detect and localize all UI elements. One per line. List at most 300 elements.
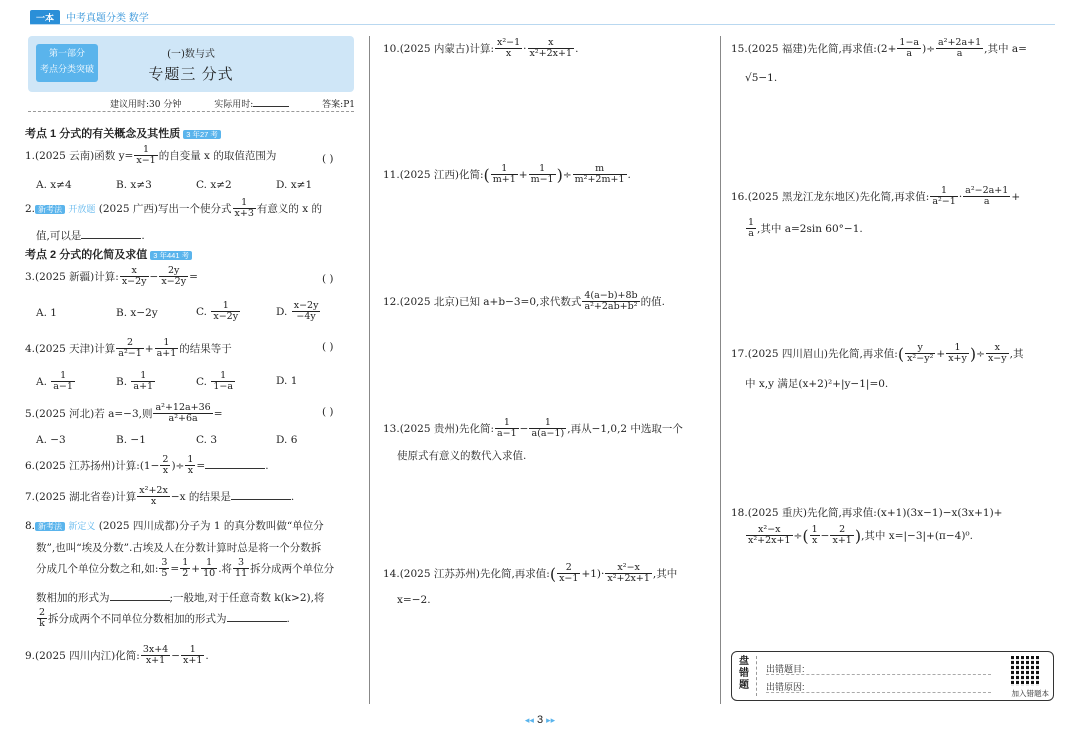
error-box-separator xyxy=(756,656,757,696)
q18-f2-num: 1 xyxy=(811,524,818,535)
q13-f2-num: 1 xyxy=(529,418,566,429)
section-heading-2 xyxy=(25,246,192,262)
q4-c-den: 1−a xyxy=(213,381,234,393)
q15-frac2 xyxy=(936,38,983,60)
q13-text: 13.(2025 贵州)先化简: xyxy=(383,422,494,435)
q17-div: ÷ xyxy=(976,347,985,360)
q11-f3-num: m xyxy=(573,164,627,175)
answer-ref: 答案:P1 xyxy=(322,100,355,110)
q18-f1-num: x²−x xyxy=(746,525,793,536)
q14-text: 14.(2025 江苏苏州)先化简,再求值: xyxy=(383,567,550,580)
q5-frac xyxy=(153,403,212,425)
q16-f2-den: a xyxy=(983,196,990,208)
part-tag-line1: 第一部分 xyxy=(48,48,85,58)
q8-tag2: 新定义 xyxy=(68,521,96,531)
q2-end: . xyxy=(141,230,145,242)
error-review-box xyxy=(731,651,1054,701)
q2-tail: 有意义的 x 的 xyxy=(256,202,322,215)
q4-b-den: a+1 xyxy=(133,381,154,393)
q8-line1: (2025 四川成都)分子为 1 的真分数叫做“单位分 xyxy=(98,520,324,532)
question-6 xyxy=(25,455,269,477)
q3-d-num: x−2y xyxy=(293,300,319,311)
q15-frac1 xyxy=(897,38,921,60)
q18-f2-den: x xyxy=(811,535,818,547)
q4-c-label: C. xyxy=(196,375,207,388)
q6-f2-den: x xyxy=(187,465,194,477)
q6-end: . xyxy=(265,459,269,472)
q15-line2: √5−1. xyxy=(745,72,778,84)
q1-den: x−1 xyxy=(136,155,156,167)
q14-tail: ,其中 xyxy=(652,567,678,580)
q15-tail: ,其中 a= xyxy=(984,42,1027,55)
q17-f2-den: x+y xyxy=(948,353,967,365)
q4-text: 4.(2025 天津)计算 xyxy=(25,342,116,355)
q8-e2: 5 xyxy=(161,568,168,580)
q8-line4 xyxy=(36,590,324,605)
brand-logo: 一本 xyxy=(30,10,60,25)
q15-div: ÷ xyxy=(926,42,935,55)
q17-f3-den: x−y xyxy=(987,353,1007,365)
q5-option-d[interactable]: D. 6 xyxy=(276,434,298,446)
q5-eq: = xyxy=(213,407,223,420)
q11-f1-num: 1 xyxy=(491,164,518,175)
q15-close: ) xyxy=(922,42,927,55)
q15-f1-num: 1−a xyxy=(899,37,920,48)
q16-line2 xyxy=(745,218,863,240)
qr-code-icon[interactable] xyxy=(1011,656,1041,686)
q3-frac2 xyxy=(159,266,188,288)
q9-f1-den: x+1 xyxy=(145,655,166,667)
q1-option-b[interactable]: B. x≠3 xyxy=(116,179,152,191)
q10-text: 10.(2025 内蒙古)计算: xyxy=(383,42,494,55)
q1-fraction xyxy=(134,145,157,167)
q3-frac1 xyxy=(120,266,149,288)
q16-frac3 xyxy=(746,218,756,240)
section-badge-2: 3 年441 考 xyxy=(150,251,192,260)
q16-f1-den: a²−1 xyxy=(932,196,956,208)
q8-e8: 11 xyxy=(235,568,248,580)
q8-answer-blank-2[interactable] xyxy=(227,612,287,622)
actual-time xyxy=(214,97,289,110)
question-2: 2. 新考法 开放题 (2025 广西)写出一个使分式 $\frac{1}{x+3}$ 有意义的 x 的 xyxy=(25,197,322,220)
q4-answer-paren[interactable]: ( ) xyxy=(322,341,334,353)
q3-f1-den: x−2y xyxy=(121,276,147,288)
q12-text: 12.(2025 北京)已知 a+b−3=0,求代数式 xyxy=(383,295,582,308)
q1-text: 1.(2025 云南)函数 y= xyxy=(25,149,134,162)
q3-eq: = xyxy=(189,270,198,283)
q11-frac1 xyxy=(491,164,518,186)
q10-f1-den: x xyxy=(505,48,512,60)
section-heading-1-text: 考点 1 分式的有关概念及其性质 xyxy=(25,128,181,140)
q5-den: a²+6a xyxy=(168,413,198,425)
q7-text: 7.(2025 湖北省卷)计算 xyxy=(25,490,137,503)
q16-f3-den: a xyxy=(748,228,754,240)
q8-ex-frac4 xyxy=(233,558,249,580)
question-15 xyxy=(731,38,1027,60)
q17-frac2 xyxy=(946,343,969,365)
q9-end: . xyxy=(205,649,209,662)
q3-c-den: x−2y xyxy=(213,311,239,323)
q10-f1-num: x²−1 xyxy=(497,37,521,48)
q8-e1: 3 xyxy=(161,557,168,568)
q2-num: 1 xyxy=(233,198,256,209)
q2-den: x+3 xyxy=(234,208,254,220)
q18-line2 xyxy=(745,525,973,547)
question-17 xyxy=(731,343,1023,365)
q11-text: 11.(2025 江西)化简: xyxy=(383,168,484,181)
q16-dot: · xyxy=(958,190,963,203)
q17-close: ) xyxy=(969,344,977,364)
q17-tail: ,其 xyxy=(1009,347,1024,360)
question-7 xyxy=(25,486,294,508)
error-question-label: 出错题目: xyxy=(766,664,805,674)
q7-answer-blank[interactable] xyxy=(231,490,291,500)
q8-l3tail: .将 xyxy=(218,562,233,575)
q11-div: ÷ xyxy=(562,168,572,181)
q13-minus: − xyxy=(519,422,529,435)
q3-f1-num: x xyxy=(120,266,149,277)
q11-frac3 xyxy=(573,164,627,186)
q6-close: ) xyxy=(171,459,176,472)
banner-subtitle: (一)数与式 xyxy=(167,49,215,60)
q11-plus: + xyxy=(518,168,528,181)
question-13 xyxy=(383,418,683,440)
q13-f2-den: a(a−1) xyxy=(531,428,565,440)
q14-frac1 xyxy=(557,563,580,585)
question-11 xyxy=(383,164,631,186)
q11-f2-num: 1 xyxy=(529,164,556,175)
q17-f3-num: x xyxy=(986,343,1009,354)
q14-line2: x=−2. xyxy=(397,594,431,606)
q6-frac2 xyxy=(185,455,195,477)
question-3: 3.(2025 新疆)计算: $\frac{x}{x-2y}$ − $\frac{2y}{x-2y}$ = xyxy=(25,265,198,288)
q7-end: . xyxy=(290,490,295,503)
q2-tag: 新考法 xyxy=(35,205,65,214)
q8-tag: 新考法 xyxy=(35,522,65,531)
error-question-line[interactable] xyxy=(766,674,991,675)
q7-num: x²+2x xyxy=(139,485,168,496)
q14-open: ( xyxy=(549,564,557,584)
q13-tail: ,再从−1,0,2 中选取一个 xyxy=(567,422,683,435)
q8-l3end: 拆分成两个单位分 xyxy=(250,562,335,575)
q1-option-a[interactable]: A. x≠4 xyxy=(36,179,72,191)
q5-answer-paren[interactable]: ( ) xyxy=(322,406,334,418)
section-heading-1 xyxy=(25,125,221,141)
q18-frac3 xyxy=(830,525,853,547)
q16-frac2 xyxy=(963,186,1010,208)
q18-f3-den: x+1 xyxy=(832,535,852,547)
q17-frac1 xyxy=(905,343,935,365)
question-5 xyxy=(25,403,223,425)
header-title: 中考真题分类 数学 xyxy=(66,13,149,24)
q6-text: 6.(2025 江苏扬州)计算: xyxy=(25,459,140,472)
q5-option-a[interactable]: A. −3 xyxy=(36,434,66,446)
q4-frac1 xyxy=(116,338,143,360)
q17-text: 17.(2025 四川眉山)先化简,再求值: xyxy=(731,347,898,360)
q11-rparen: ) xyxy=(556,165,563,185)
q5-text: 5.(2025 河北)若 a=−3,则 xyxy=(25,407,153,420)
q9-f2-den: x+1 xyxy=(183,655,203,667)
q4-option-c[interactable] xyxy=(196,371,236,393)
q7-tail: −x 的结果是 xyxy=(170,490,231,503)
part-tag-line2: 考点分类突破 xyxy=(39,64,94,74)
q16-f1-num: 1 xyxy=(930,186,957,197)
q3-option-b[interactable]: B. x−2y xyxy=(116,307,158,319)
q12-den: a²+2ab+b² xyxy=(584,301,638,313)
q18-close: ) xyxy=(854,526,862,546)
q3-option-a[interactable]: A. 1 xyxy=(36,307,57,319)
q4-frac2 xyxy=(155,338,179,360)
header-rule xyxy=(30,24,1055,25)
page-number-value: 3 xyxy=(536,714,544,726)
page-prev-icon: ◂◂ xyxy=(524,715,534,725)
q12-frac xyxy=(582,291,639,313)
q6-open: (1− xyxy=(139,459,160,472)
q13-f1-num: 1 xyxy=(495,418,519,429)
q13-line2: 使原式有意义的数代入求值. xyxy=(397,450,527,462)
q1-num: 1 xyxy=(134,145,157,156)
page-number xyxy=(0,714,1080,726)
section-heading-2-text: 考点 2 分式的化简及求值 xyxy=(25,249,148,261)
q12-tail: 的值. xyxy=(640,295,665,308)
q3-d-den: −4y xyxy=(296,311,316,323)
q13-frac2 xyxy=(529,418,566,440)
q16-line2-text: ,其中 a=2sin 60°−1. xyxy=(757,222,863,235)
actual-time-label: 实际用时: xyxy=(214,100,254,110)
q6-f2-num: 1 xyxy=(187,454,194,465)
q11-f3-den: m²+2m+1 xyxy=(574,174,625,186)
q2-text: (2025 广西)写出一个使分式 xyxy=(98,202,232,215)
q10-f2-den: x²+2x+1 xyxy=(529,48,573,60)
q11-f1-den: m+1 xyxy=(492,174,516,186)
q4-f1-num: 2 xyxy=(116,338,143,349)
q8-line4a: 数相加的形式为 xyxy=(36,592,110,604)
q12-num: 4(a−b)+8b xyxy=(584,290,638,301)
q15-open: (2+ xyxy=(876,42,897,55)
q7-frac xyxy=(137,486,170,508)
q3-f2-den: x−2y xyxy=(161,276,187,288)
q6-f1-num: 2 xyxy=(162,454,169,465)
q4-b-num: 1 xyxy=(131,371,155,382)
q15-f2-den: a xyxy=(956,48,963,60)
q16-frac1 xyxy=(930,186,957,208)
question-12 xyxy=(383,291,665,313)
q10-end: . xyxy=(575,42,579,55)
q4-c-num: 1 xyxy=(211,371,235,382)
q3-d-label: D. xyxy=(276,305,288,318)
q2-answer-blank[interactable] xyxy=(81,229,141,239)
page-header xyxy=(0,0,1080,28)
q4-c-frac xyxy=(211,371,235,393)
question-16 xyxy=(731,186,1020,208)
q17-f1-den: x²−y² xyxy=(907,353,934,365)
q2-tag2: 开放题 xyxy=(68,203,96,214)
q2-line2-text: 值,可以是 xyxy=(36,230,82,242)
q4-b-frac xyxy=(131,371,155,393)
column-divider-1 xyxy=(369,36,370,704)
q9-frac1 xyxy=(141,645,170,667)
q5-option-c[interactable]: C. 3 xyxy=(196,434,218,446)
q18-open: ( xyxy=(802,526,809,546)
q16-plus: + xyxy=(1011,190,1021,203)
topic-banner xyxy=(28,36,354,92)
q4-a-num: 1 xyxy=(51,371,75,382)
q6-f1-den: x xyxy=(162,465,169,477)
q4-option-a[interactable] xyxy=(36,371,76,393)
question-8: 8. 新考法 新定义 (2025 四川成都)分子为 1 的真分数叫做“单位分 xyxy=(25,520,324,532)
q2-line2 xyxy=(36,228,145,243)
q8-line4b: ;一般地,对于任意奇数 k(k>2),将 xyxy=(169,592,325,604)
q17-plus: + xyxy=(936,347,946,360)
q8-answer-blank-1[interactable] xyxy=(110,591,170,601)
error-reason-line[interactable] xyxy=(766,692,991,693)
q10-frac1 xyxy=(495,38,522,60)
q17-frac3 xyxy=(986,343,1009,365)
q3-text: 3.(2025 新疆)计算: xyxy=(25,270,119,283)
q18-frac2 xyxy=(810,525,820,547)
q14-f1-den: x−1 xyxy=(559,573,579,585)
q15-f1-den: a xyxy=(906,48,913,60)
question-4: 4.(2025 天津)计算 $\frac{2}{\text{a²−1}}$ + $\frac{1}{a+1}$ 的结果等于 xyxy=(25,337,232,360)
q15-f2-num: a²+2a+1 xyxy=(938,37,982,48)
q3-c-label: C. xyxy=(196,305,207,318)
q17-line2: 中 x,y 满足(x+2)²+|y−1|=0. xyxy=(745,378,889,390)
q1-answer-paren[interactable]: ( ) xyxy=(322,153,334,165)
qr-code-pattern xyxy=(1011,656,1041,686)
q7-den: x xyxy=(150,496,157,508)
q8-line5-text: 拆分成两个不同单位分数相加的形式为 xyxy=(48,612,227,625)
q3-option-c[interactable] xyxy=(196,301,241,323)
q17-open: ( xyxy=(897,344,905,364)
q18-div: ÷ xyxy=(793,529,803,542)
q5-num: a²+12a+36 xyxy=(155,402,211,413)
q3-c-frac xyxy=(211,301,240,323)
q14-f1-num: 2 xyxy=(557,563,580,574)
q1-tail: 的自变量 x 的取值范围为 xyxy=(158,149,277,162)
q10-frac2 xyxy=(528,38,575,60)
q9-text: 9.(2025 四川内江)化简: xyxy=(25,649,140,662)
q5-option-b[interactable]: B. −1 xyxy=(116,434,146,446)
q8-line5 xyxy=(36,608,290,630)
question-14 xyxy=(383,563,677,585)
q14-f2-den: x²+2x+1 xyxy=(607,573,650,585)
q8-e7: 3 xyxy=(233,558,249,569)
q17-f1-num: y xyxy=(905,343,935,354)
q3-f2-num: 2y xyxy=(159,266,188,277)
q8-line2: 数”,也叫“埃及分数”.古埃及人在分数计算时总是将一个分数拆 xyxy=(36,542,322,554)
question-9 xyxy=(25,645,209,667)
q14-close: +1) xyxy=(581,567,602,580)
time-meta xyxy=(110,97,355,110)
q6-frac1 xyxy=(160,455,170,477)
q10-f2-num: x xyxy=(528,38,575,49)
q16-f3-num: 1 xyxy=(748,217,755,228)
q8-ex-frac2 xyxy=(180,558,190,580)
q9-frac2 xyxy=(181,645,204,667)
error-box-label: 盘错题 xyxy=(739,656,749,691)
q6-eq: = xyxy=(196,459,206,472)
q4-f1-den: a²−1 xyxy=(118,348,142,360)
q8-line3: 分成几个单位分数之和,如: $\frac{3}{5}$ = $\frac{1}{2}$ + $\frac{1}{10}$ .将 $\frac{3}{11}$ 拆分成两个单位分 xyxy=(36,557,335,580)
q6-answer-blank[interactable] xyxy=(205,459,265,469)
actual-time-blank[interactable] xyxy=(253,98,289,107)
q18-minus: − xyxy=(820,529,830,542)
q9-minus: − xyxy=(171,649,181,662)
q8-e3: 1 xyxy=(182,557,189,568)
q3-answer-paren[interactable]: ( ) xyxy=(322,273,334,285)
q18-f3-num: 2 xyxy=(830,525,853,536)
q8-e5: 1 xyxy=(201,558,217,569)
q4-a-frac xyxy=(51,371,75,393)
q8-k-frac xyxy=(37,608,47,630)
q4-tail: 的结果等于 xyxy=(179,342,232,355)
q4-b-label: B. xyxy=(116,375,128,388)
q1-option-d[interactable]: D. x≠1 xyxy=(276,179,313,191)
q4-option-b[interactable] xyxy=(116,371,156,393)
q18-tail: ,其中 x=|−3|+(π−4)⁰. xyxy=(861,529,973,542)
q10-dot: · xyxy=(523,42,527,55)
question-1 xyxy=(25,145,276,167)
q11-frac2 xyxy=(529,164,556,186)
q8-k-den: k xyxy=(39,618,45,630)
page-next-icon: ▸▸ xyxy=(546,715,556,725)
q9-f1-num: 3x+4 xyxy=(142,644,169,655)
q13-frac1 xyxy=(495,418,519,440)
q15-text: 15.(2025 福建)先化简,再求值: xyxy=(731,42,877,55)
q8-line3-text: 分成几个单位分数之和,如: xyxy=(36,562,159,575)
q13-f1-den: a−1 xyxy=(497,428,517,440)
q8-e4: 2 xyxy=(182,568,189,580)
page-title: 专题三 分式 xyxy=(148,66,234,83)
q4-f2-num: 1 xyxy=(155,338,179,349)
q2-fraction xyxy=(233,198,256,220)
question-18: 18.(2025 重庆)先化简,再求值:(x+1)(3x−1)−x(3x+1)+ xyxy=(731,507,1003,519)
suggested-time: 建议用时:30 分钟 xyxy=(110,100,182,110)
error-reason-label: 出错原因: xyxy=(766,682,805,692)
q11-f2-den: m−1 xyxy=(530,174,554,186)
q6-div: ÷ xyxy=(175,459,185,472)
q18-frac1 xyxy=(746,525,793,547)
section-badge-1: 3 年27 考 xyxy=(183,130,221,139)
q16-text: 16.(2025 黑龙江龙东地区)先化简,再求值: xyxy=(731,190,930,203)
q8-ex-frac3 xyxy=(201,558,217,580)
q14-f2-num: x²−x xyxy=(605,563,652,574)
q8-e6: 10 xyxy=(203,568,216,580)
q9-f2-num: 1 xyxy=(181,645,204,656)
q11-lparen: ( xyxy=(483,165,490,185)
q1-option-c[interactable]: C. x≠2 xyxy=(196,179,232,191)
q17-f2-num: 1 xyxy=(946,343,969,354)
q4-a-den: a−1 xyxy=(53,381,73,393)
qr-caption: 加入错题本 xyxy=(1011,689,1049,698)
q8-k-num: 2 xyxy=(39,607,46,618)
q8-end: . xyxy=(286,612,290,625)
column-divider-2 xyxy=(720,36,721,704)
q11-end: . xyxy=(627,168,631,181)
q3-c-num: 1 xyxy=(211,301,240,312)
divider xyxy=(28,111,354,112)
q4-f2-den: a+1 xyxy=(156,348,177,360)
q4-option-d[interactable]: D. 1 xyxy=(276,375,298,387)
q18-f1-den: x²+2x+1 xyxy=(748,535,791,547)
q14-dot: · xyxy=(601,567,605,580)
q3-d-frac xyxy=(292,301,321,323)
q14-frac2 xyxy=(605,563,652,585)
q3-option-d[interactable] xyxy=(276,301,321,323)
q8-ex-frac1 xyxy=(159,558,169,580)
question-10 xyxy=(383,38,578,60)
q16-f2-num: a²−2a+1 xyxy=(965,185,1009,196)
